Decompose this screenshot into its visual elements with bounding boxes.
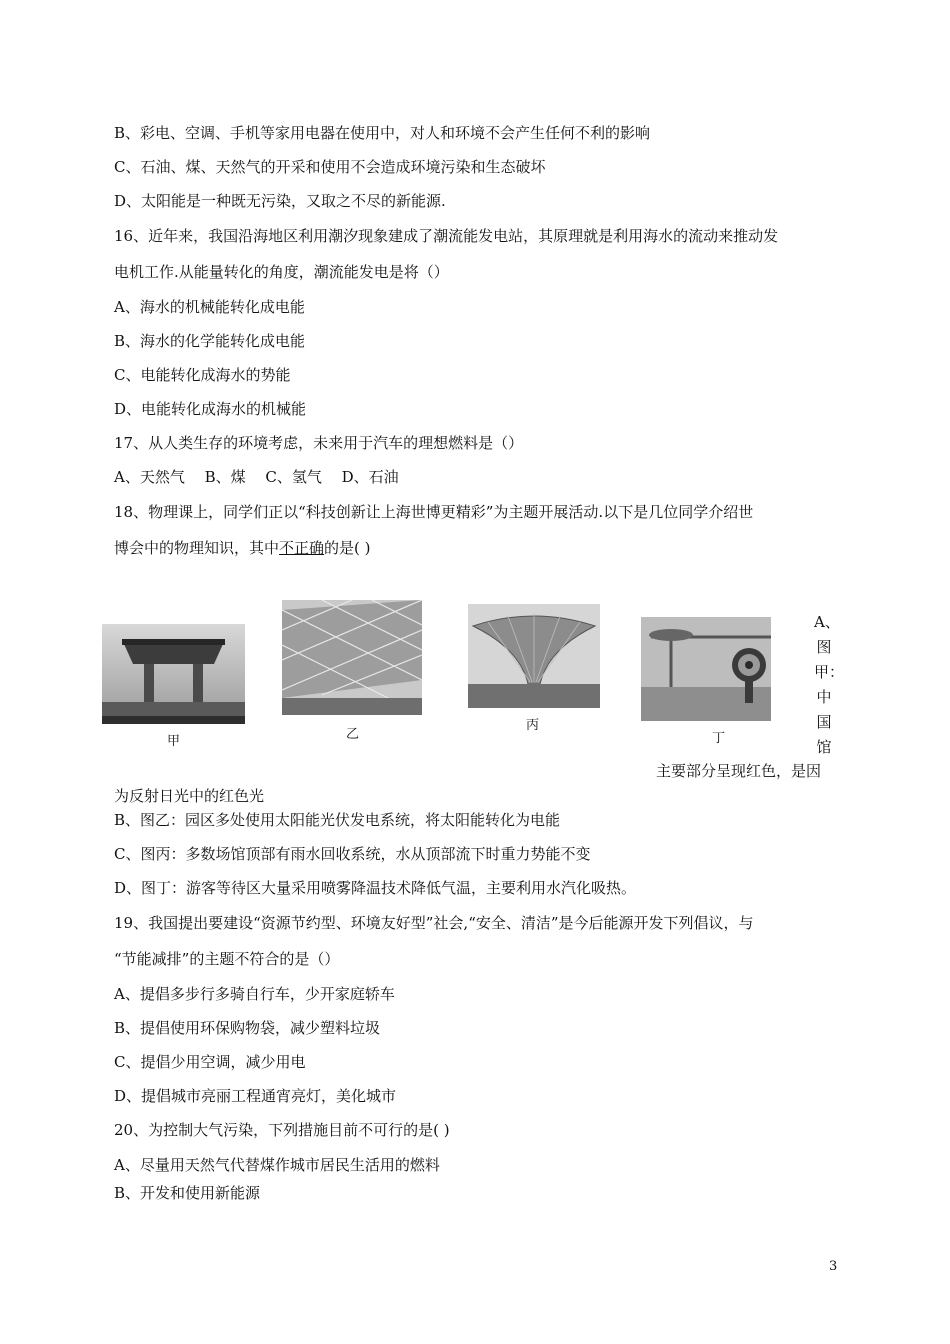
photo-china-pavilion <box>102 624 245 724</box>
q20-option-b: B、开发和使用新能源 <box>114 1184 261 1202</box>
q19-option-d: D、提倡城市亮丽工程通宵亮灯，美化城市 <box>114 1087 397 1105</box>
q16-stem-line2: 电机工作.从能量转化的角度，潮流能发电是将（） <box>114 263 449 281</box>
caption-ding: 丁 <box>712 731 726 746</box>
q18-underlined-text: 不正确 <box>279 539 325 557</box>
q16-option-b: B、海水的化学能转化成电能 <box>114 332 306 350</box>
page-number: 3 <box>829 1259 838 1274</box>
q18-option-c: C、图丙：多数场馆顶部有雨水回收系统，水从顶部流下时重力势能不变 <box>114 845 591 863</box>
q18-stem-prefix: 博会中的物理知识，其中 <box>114 539 280 557</box>
q16-option-c: C、电能转化成海水的势能 <box>114 366 291 384</box>
q19-option-c: C、提倡少用空调，减少用电 <box>114 1053 306 1071</box>
q18-stem-line1: 18、物理课上，同学们正以“科技创新让上海世博更精彩”为主题开展活动.以下是几位同学介绍世 <box>114 503 754 521</box>
q18-option-b: B、图乙：园区多处使用太阳能光伏发电系统，将太阳能转化为电能 <box>114 811 561 829</box>
q19-option-b: B、提倡使用环保购物袋，减少塑料垃圾 <box>114 1019 381 1037</box>
q18-stem-suffix: 的是( ) <box>324 539 371 557</box>
expo-figure-row <box>90 588 812 758</box>
q20-stem: 20、为控制大气污染，下列措施目前不可行的是( ) <box>114 1121 450 1139</box>
q17-options: A、天然气 B、煤 C、氢气 D、石油 <box>114 468 399 486</box>
caption-jia: 甲 <box>167 734 181 749</box>
q18-option-d: D、图丁：游客等待区大量采用喷雾降温技术降低气温，主要利用水汽化吸热。 <box>114 879 637 897</box>
q20-option-a: A、尽量用天然气代替煤作城市居民生活用的燃料 <box>114 1156 440 1174</box>
q18-option-a-vertical <box>814 610 845 760</box>
photo-sun-valley <box>468 604 600 708</box>
photo-mist-sprayer <box>641 617 771 721</box>
q15-option-b: B、彩电、空调、手机等家用电器在使用中，对人和环境不会产生任何不利的影响 <box>114 124 651 142</box>
q19-option-a: A、提倡多步行多骑自行车，少开家庭轿车 <box>114 985 395 1003</box>
q18-a-char: 图 <box>816 638 832 656</box>
caption-yi: 乙 <box>346 727 360 742</box>
q17-stem: 17、从人类生存的环境考虑，未来用于汽车的理想燃料是（） <box>114 434 524 452</box>
q18-option-a-end: 为反射日光中的红色光 <box>114 787 265 805</box>
caption-bing: 丙 <box>526 718 540 733</box>
q16-option-a: A、海水的机械能转化成电能 <box>114 298 305 316</box>
q18-stem-line2 <box>114 538 371 558</box>
q18-a-char: 甲： <box>814 663 845 681</box>
q18-a-char: 国 <box>816 713 832 731</box>
q19-stem-line1: 19、我国提出要建设“资源节约型、环境友好型”社会,“安全、清洁”是今后能源开发下列倡议，与 <box>114 914 754 932</box>
q15-option-d: D、太阳能是一种既无污染，又取之不尽的新能源. <box>114 192 446 210</box>
q16-option-d: D、电能转化成海水的机械能 <box>114 400 307 418</box>
q18-a-char: A、 <box>814 613 840 631</box>
photo-solar-roof <box>282 600 422 715</box>
q18-option-a-continued: 主要部分呈现红色，是因 <box>656 762 822 780</box>
q18-a-char: 中 <box>816 688 832 706</box>
q19-stem-line2: “节能减排”的主题不符合的是（） <box>114 950 340 968</box>
q16-stem-line1: 16、近年来，我国沿海地区利用潮汐现象建成了潮流能发电站，其原理就是利用海水的流动来推动发 <box>114 227 779 245</box>
q15-option-c: C、石油、煤、天然气的开采和使用不会造成环境污染和生态破坏 <box>114 158 546 176</box>
q18-a-char: 馆 <box>816 738 832 756</box>
